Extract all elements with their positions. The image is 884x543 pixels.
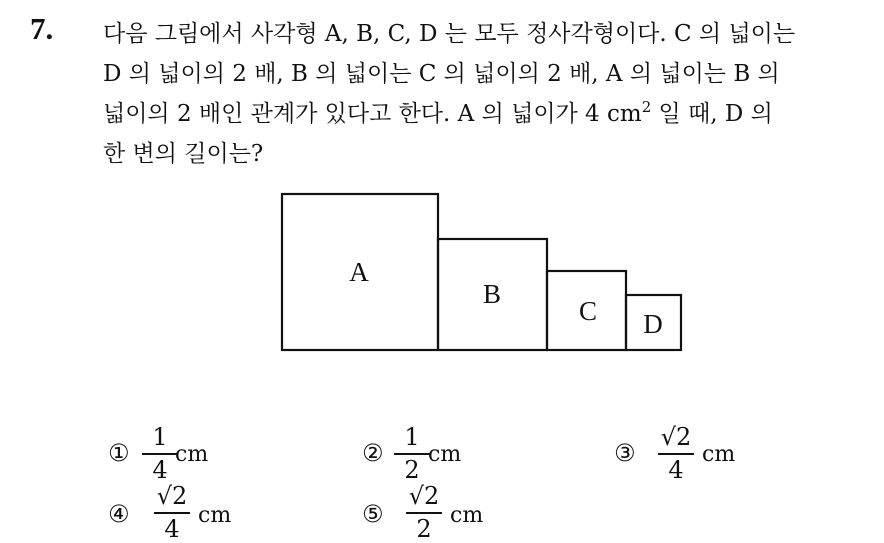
- choice-1-mark: ①: [108, 439, 130, 467]
- choice-4-mark: ④: [108, 500, 130, 528]
- question-number: 7.: [30, 11, 54, 46]
- choice-4-denominator: 4: [164, 515, 180, 543]
- fraction-bar: [406, 512, 442, 514]
- choice-2-numerator: 1: [404, 423, 420, 451]
- fraction-bar: [658, 453, 694, 455]
- unit-exponent: 2: [641, 98, 652, 116]
- choice-3-mark: ③: [614, 439, 636, 467]
- choice-5-mark: ⑤: [362, 500, 384, 528]
- choice-3-denominator: 4: [668, 456, 684, 484]
- square-a-label: A: [349, 257, 369, 287]
- choice-4-fraction: [152, 483, 192, 543]
- choice-3-numerator: √2: [660, 423, 692, 451]
- question-line-3-tail: 일 때, D 의: [651, 101, 773, 127]
- square-d-label: D: [643, 309, 663, 339]
- choice-3-unit: cm: [702, 442, 736, 467]
- choice-5-unit: cm: [450, 503, 484, 528]
- choice-1-denominator: 4: [152, 456, 168, 484]
- fraction-bar: [154, 512, 190, 514]
- question-line-3-text: 넓이의 2 배인 관계가 있다고 한다. A 의 넓이가 4 cm: [103, 101, 642, 127]
- choice-3-fraction: [656, 424, 696, 484]
- question-line-2: D 의 넓이의 2 배, B 의 넓이는 C 의 넓이의 2 배, A 의 넓이는 B 의: [103, 61, 780, 87]
- choice-1-unit: cm: [175, 442, 209, 467]
- square-b-label: B: [482, 279, 502, 309]
- choice-2-fraction: [392, 424, 432, 484]
- square-c-label: C: [578, 296, 598, 326]
- question-line-4: 한 변의 길이는?: [103, 141, 264, 167]
- choice-2-denominator: 2: [404, 456, 420, 484]
- choice-4-unit: cm: [198, 503, 232, 528]
- fraction-bar: [142, 453, 178, 455]
- choice-2-mark: ②: [362, 439, 384, 467]
- choice-1-numerator: 1: [152, 423, 168, 451]
- choice-5-numerator: √2: [408, 482, 440, 510]
- choice-5-fraction: [404, 483, 444, 543]
- fraction-bar: [394, 453, 430, 455]
- choice-4-numerator: √2: [156, 482, 188, 510]
- choice-2-unit: cm: [428, 442, 462, 467]
- choice-1-fraction: [140, 424, 180, 484]
- question-line-1: 다음 그림에서 사각형 A, B, C, D 는 모두 정사각형이다. C 의 넓이는: [103, 21, 796, 47]
- choice-5-denominator: 2: [416, 515, 432, 543]
